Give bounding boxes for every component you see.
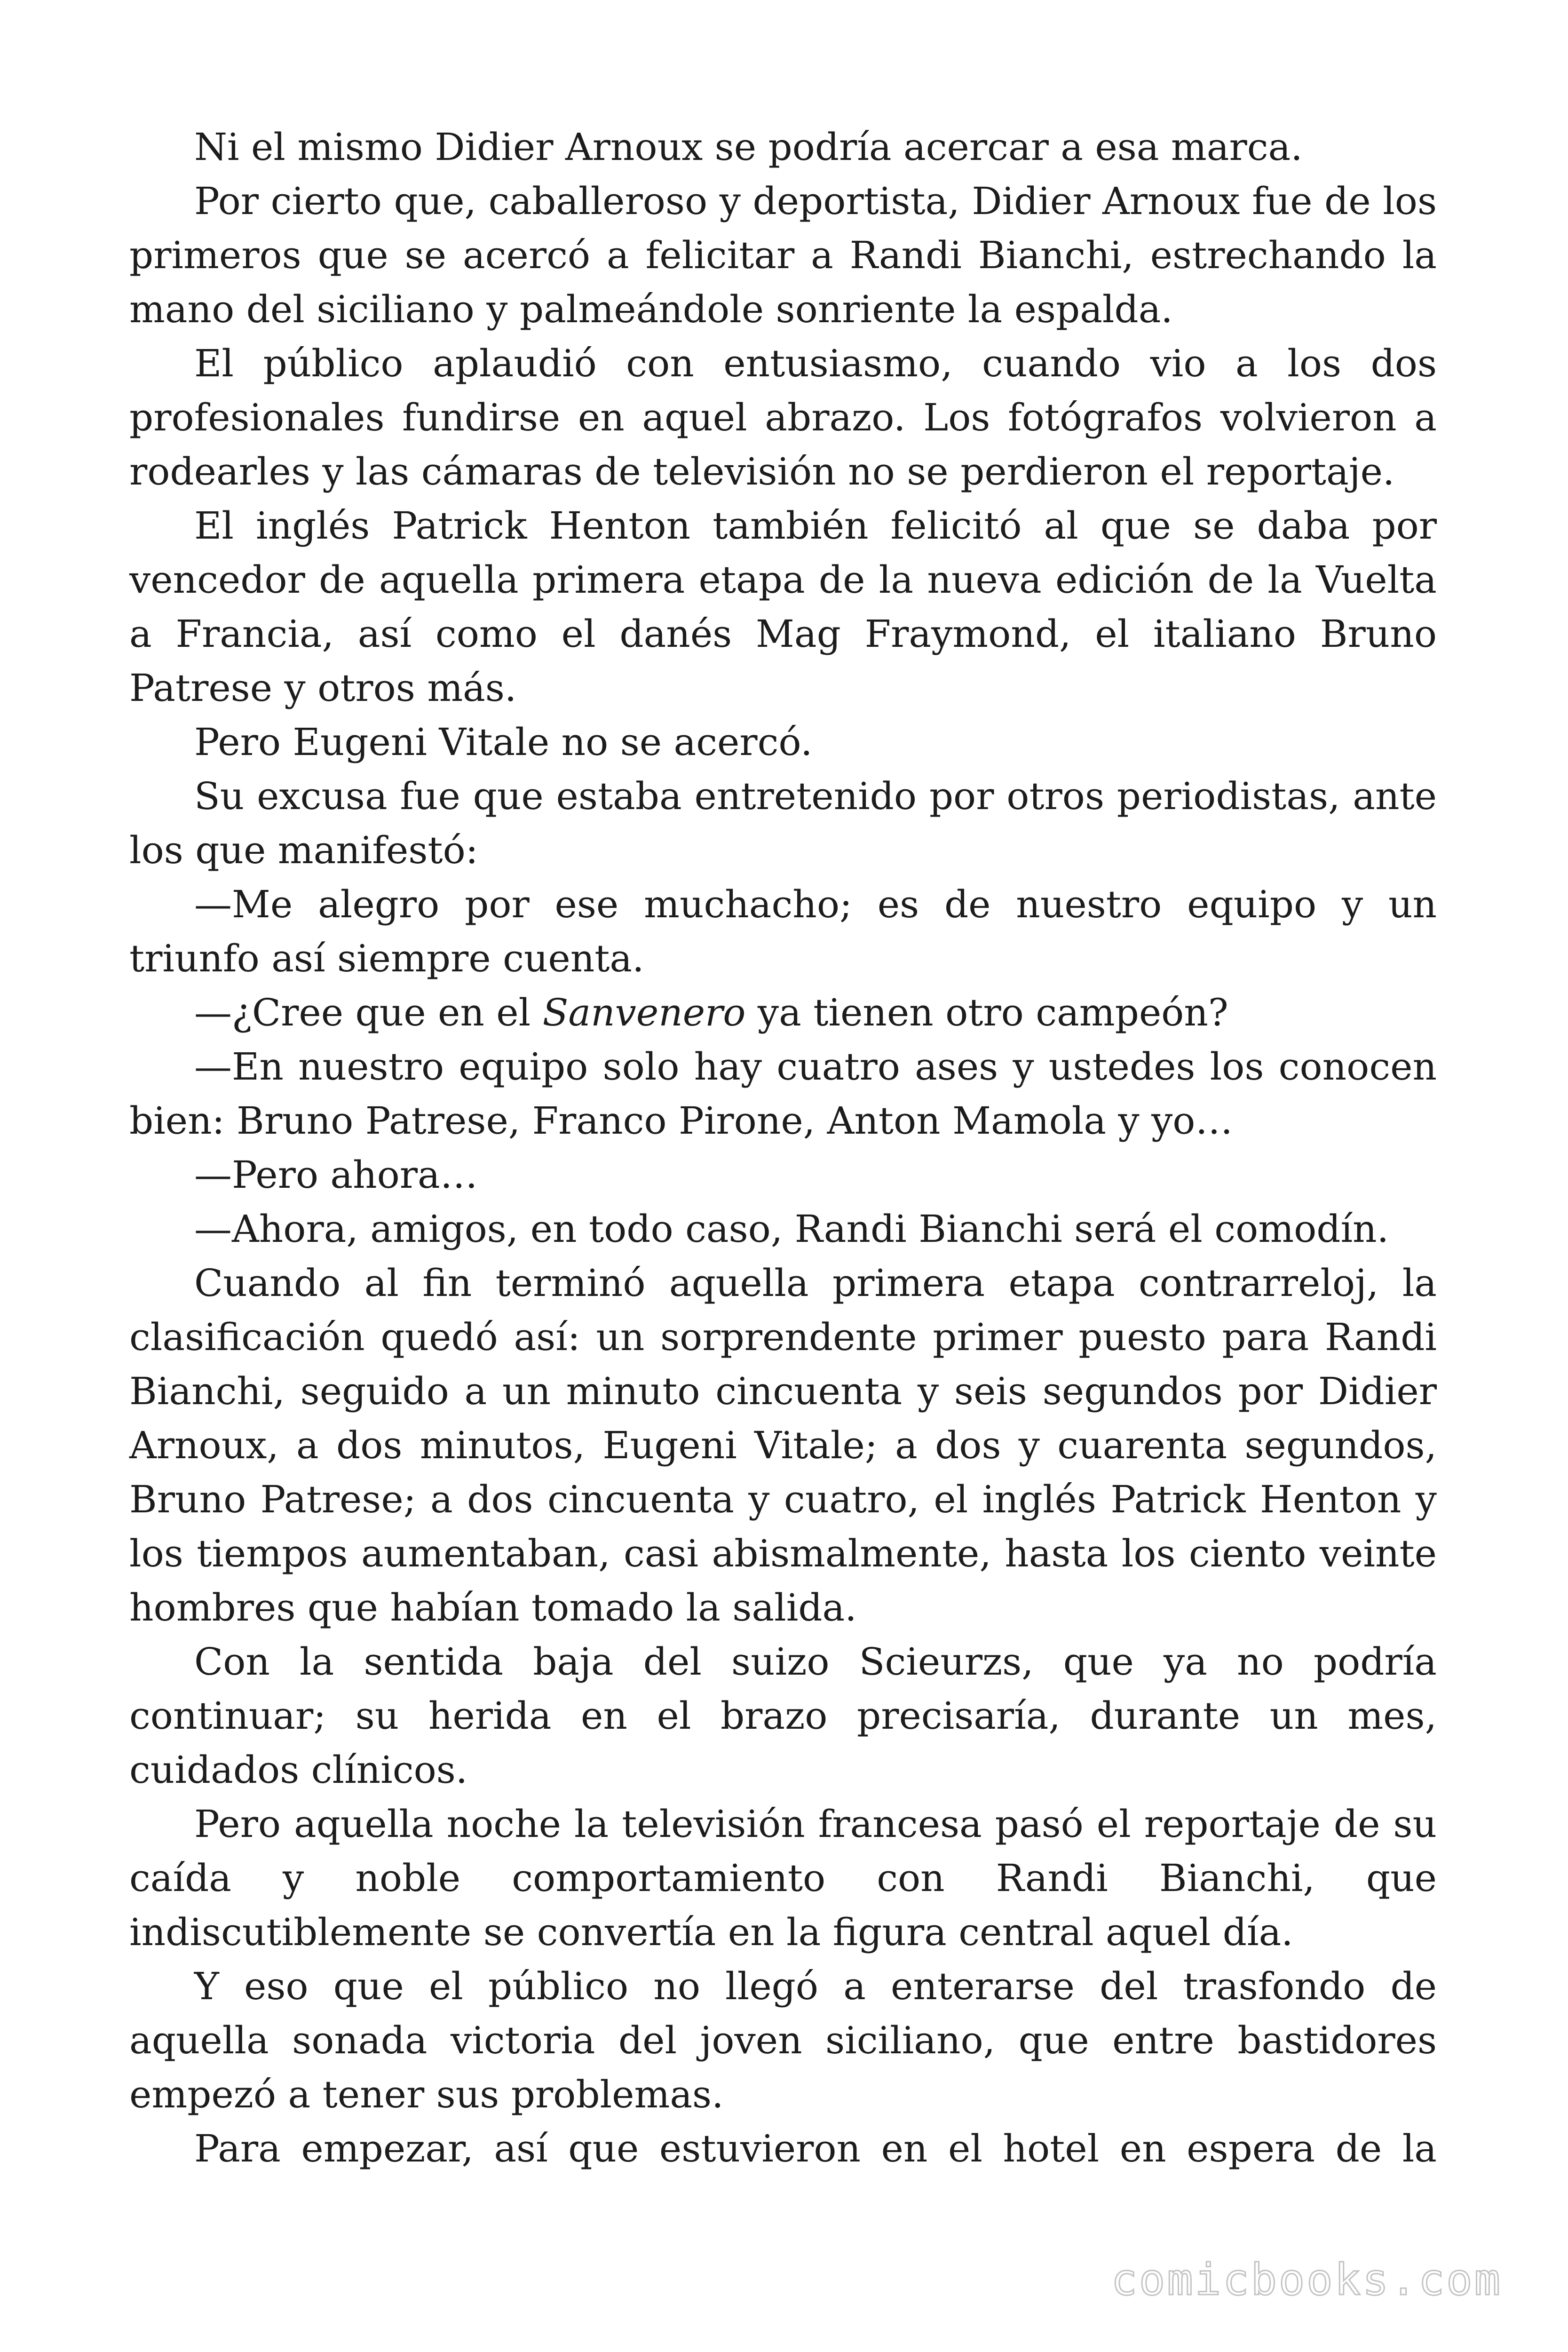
- watermark: comicbooks.com: [1111, 2255, 1502, 2305]
- dialogue-text: ya tienen otro campeón?: [745, 991, 1228, 1034]
- paragraph: Por cierto que, caballeroso y deportista, Didier Arnoux fue de los primeros que se acercó a felicitar a Randi Bianchi, estrechando la mano del siciliano y palmeándole sonriente la espalda.: [129, 179, 1437, 331]
- paragraph: Con la sentida baja del suizo Scieurzs, que ya no podría continuar; su herida en el brazo precisaría, durante un mes, cuidados clínicos.: [129, 1640, 1437, 1792]
- paragraph: —Ahora, amigos, en todo caso, Randi Bianchi será el comodín.: [194, 1207, 1389, 1251]
- paragraph: [129, 985, 1437, 1040]
- paragraph: —Pero ahora…: [194, 1153, 478, 1197]
- paragraph: Su excusa fue que estaba entretenido por otros periodistas, ante los que manifestó:: [129, 774, 1437, 872]
- paragraph: El inglés Patrick Henton también felicitó al que se daba por vencedor de aquella primera etapa de la nueva edición de la Vuelta a Francia, así como el danés Mag Fraymond, el italiano Bruno Patrese y otros más.: [129, 504, 1437, 710]
- paragraph: Pero aquella noche la televisión francesa pasó el reportaje de su caída y noble comportamiento con Randi Bianchi, que indiscutiblemente se convertía en la figura central aquel día.: [129, 1802, 1437, 1954]
- paragraph: —En nuestro equipo solo hay cuatro ases y ustedes los conocen bien: Bruno Patrese, Franco Pirone, Anton Mamola y yo…: [129, 1045, 1437, 1143]
- paragraph: Ni el mismo Didier Arnoux se podría acercar a esa marca.: [194, 125, 1303, 169]
- paragraph-continued: Para empezar, así que estuvieron en el hotel en espera de la: [194, 2127, 1437, 2170]
- paragraph: Y eso que el público no llegó a enterarse del trasfondo de aquella sonada victoria del joven siciliano, que entre bastidores empezó a tener sus problemas.: [129, 1964, 1437, 2116]
- paragraph: —Me alegro por ese muchacho; es de nuestro equipo y un triunfo así siempre cuenta.: [129, 882, 1437, 980]
- page-body: [129, 120, 1437, 2176]
- dialogue-text: —¿Cree que en el: [194, 991, 543, 1034]
- paragraph: Pero Eugeni Vitale no se acercó.: [194, 720, 813, 764]
- paragraph: El público aplaudió con entusiasmo, cuando vio a los dos profesionales fundirse en aquel abrazo. Los fotógrafos volvieron a rodearles y las cámaras de televisión no se perdieron el reportaje.: [129, 342, 1437, 493]
- team-name: Sanvenero: [542, 991, 746, 1034]
- paragraph: Cuando al fin terminó aquella primera etapa contrarreloj, la clasificación quedó así: un sorprendente primer puesto para Randi Bianchi, seguido a un minuto cincuenta y seis segundos por Didier Arnoux, a dos minutos, Eugeni Vitale; a dos y cuarenta segundos, Bruno Patrese; a dos cincuenta y cuatro, el inglés Patrick Henton y los tiempos aumentaban, casi abismalmente, hasta los ciento veinte hombres que habían tomado la salida.: [129, 1261, 1437, 1629]
